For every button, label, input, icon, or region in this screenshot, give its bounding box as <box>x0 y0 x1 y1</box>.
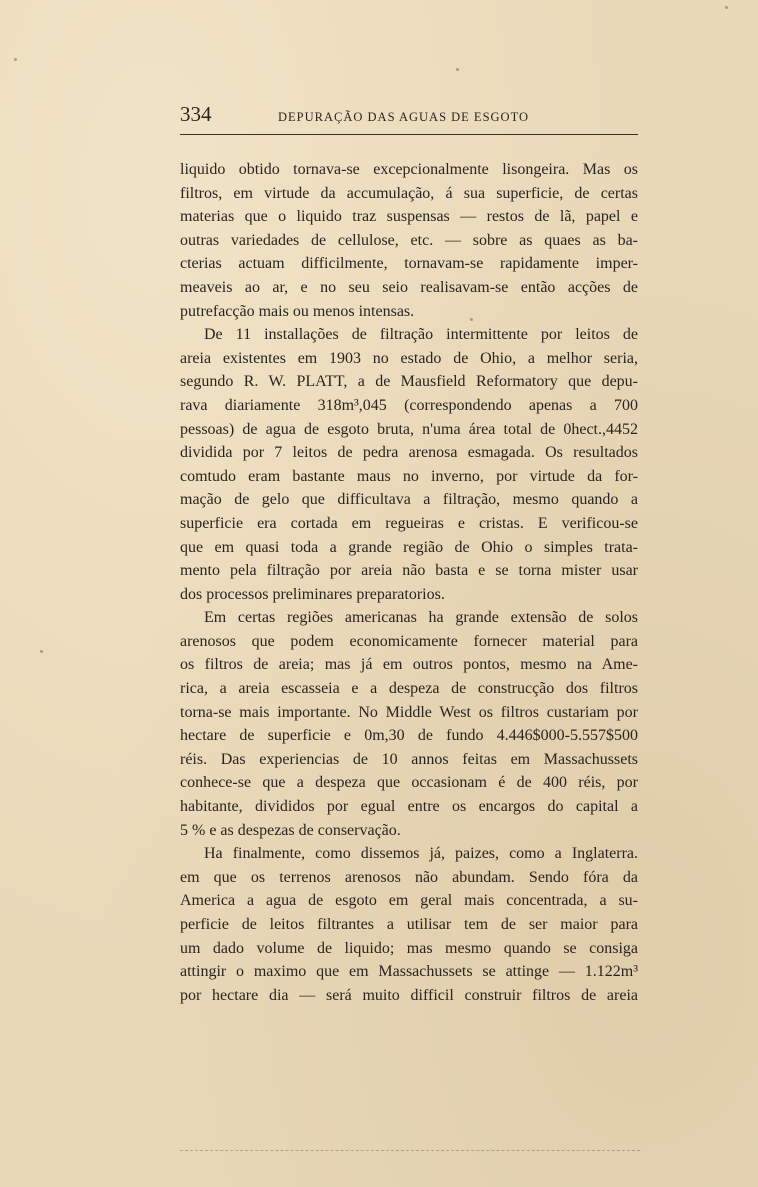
text-line: De 11 installações de filtração intermittente por leitos de <box>204 326 638 344</box>
bottom-rule <box>180 1150 640 1151</box>
text-line: America a agua de esgoto em geral mais concentrada, a su- <box>180 892 638 910</box>
text-line: dividida por 7 leitos de pedra arenosa esmagada. Os resultados <box>180 444 638 462</box>
text-line: superficie era cortada em regueiras e cristas. E verificou-se <box>180 514 638 532</box>
text-line: torna-se mais importante. No Middle West os filtros custariam por <box>180 703 638 721</box>
text-line: attingir o maximo que em Massachussets se attinge — 1.122m³ <box>180 963 638 981</box>
text-line: areia existentes em 1903 no estado de Ohio, a melhor seria, <box>180 349 638 367</box>
text-line: segundo R. W. PLATT, a de Mausfield Reformatory que depu- <box>180 373 638 391</box>
paper-speck <box>14 58 17 61</box>
text-line: perficie de leitos filtrantes a utilisar tem de ser maior para <box>180 916 638 933</box>
running-head: DEPURAÇÃO DAS AGUAS DE ESGOTO <box>278 110 530 124</box>
text-line: 5 % e as despezas de conservação. <box>180 821 401 839</box>
text-line: em que os terrenos arenosos não abundam. Sendo fóra da <box>180 868 638 886</box>
page-number: 334 <box>180 102 212 126</box>
text-line: um dado volume de liquido; mas mesmo quando se consiga <box>180 939 638 957</box>
paper-speck <box>456 68 459 71</box>
text-line: os filtros de areia; mas já em outros pontos, mesmo na Ame- <box>180 656 638 674</box>
text-line: réis. Das experiencias de 10 annos feitas em Massachussets <box>180 750 638 768</box>
text-line: conhece-se que a despeza que occasionam é de 400 réis, por <box>180 774 638 792</box>
page-header <box>180 100 638 135</box>
text-line: mento pela filtração por areia não basta e se torna mister usar <box>180 562 638 580</box>
text-line: filtros, em virtude da accumulação, á sua superficie, de certas <box>180 184 638 202</box>
text-line: liquido obtido tornava-se excepcionalmente lisongeira. Mas os <box>180 161 638 178</box>
paper-speck <box>40 650 43 653</box>
text-line: habitante, divididos por egual entre os encargos do capital a <box>180 798 638 816</box>
text-line: putrefacção mais ou menos intensas. <box>180 302 415 320</box>
text-line: mação de gelo que difficultava a filtração, mesmo quando a <box>180 491 638 509</box>
text-line: arenosos que podem economicamente fornecer material para <box>180 632 638 650</box>
text-line: dos processos preliminares preparatorios. <box>180 585 445 603</box>
text-line: que em quasi toda a grande região de Ohio o simples trata- <box>180 538 638 556</box>
text-line: Em certas regiões americanas ha grande extensão de solos <box>204 609 638 627</box>
text-line: rava diariamente 318m³,045 (correspondendo apenas a 700 <box>180 396 638 414</box>
text-line: hectare de superficie e 0m,30 de fundo 4.446$000-5.557$500 <box>180 727 638 745</box>
text-line: cterias actuam difficilmente, tornavam-se rapidamente imper- <box>180 255 638 273</box>
body-text <box>180 158 638 1007</box>
text-line: outras variedades de cellulose, etc. — sobre as quaes as ba- <box>180 231 638 249</box>
text-line: materias que o liquido traz suspensas — restos de lã, papel e <box>180 208 638 226</box>
text-line: por hectare dia — será muito difficil construir filtros de areia <box>180 986 638 1004</box>
text-line: rica, a areia escasseia e a despeza de construcção dos filtros <box>180 680 638 698</box>
text-line: pessoas) de agua de esgoto bruta, n'uma área total de 0hect.,4452 <box>180 420 638 438</box>
text-line: Ha finalmente, como dissemos já, paizes, como a Inglaterra. <box>204 845 638 863</box>
text-line: comtudo eram bastante maus no inverno, por virtude da for- <box>180 467 638 485</box>
paper-speck <box>725 6 728 9</box>
text-line: meaveis ao ar, e no seu seio realisavam-se então acções de <box>180 278 638 296</box>
